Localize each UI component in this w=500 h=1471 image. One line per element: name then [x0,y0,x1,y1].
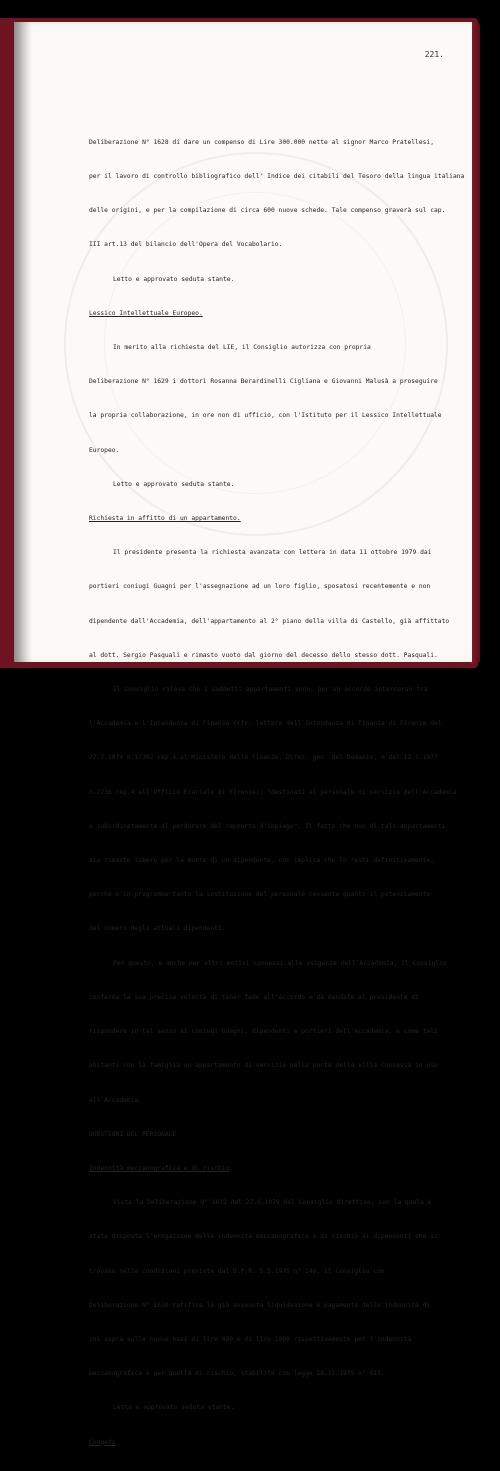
text-line: Deliberazione N° 1630 ratifica la già avvenuta liquidazione e pagamento delle indennità di [89,1301,431,1309]
text-line: In merito alla richiesta del LIE, il Consiglio autorizza con propria [113,344,371,352]
text-line: rispondere in tal senso ai coniugi Guagni, dipendenti e portieri dell'Accademia, e come tali [89,1028,438,1036]
text-line: l'Accademia e l'Intendenza di Finanza (cfr. lettere dell'Intendenza di Finanza di Firenze del [89,720,442,728]
text-line: conferma la sua precisa volontà di tener fede all'accordo e dà mandato al presidente di [89,993,419,1001]
page-number: 221. [424,50,444,59]
section-heading: Indennità meccanografica e di rischio [89,1164,230,1172]
text-line: dipendente dall'Accademia, dell'appartamento al 2° piano della villa di Castello, già affittato [89,617,450,625]
text-line: Il presidente presenta la richiesta avanzata con lettera in data 11 ottobre 1979 dai [113,549,432,557]
text-line: Letto e approvato seduta stante. [113,1404,235,1412]
text-line: e subordinatamente al perdurare del rapporto d'impiego". Il fatto che uno di tali appartamenti [89,822,446,830]
text-line: Letto e approvato seduta stante. [113,275,235,283]
text-line: perché è in programma tanto la sostituzione del personale cessante quanto il potenziamento [89,891,431,899]
text-line: stata disposta l'erogazione delle indennità meccanografica e di rischio ai dipendenti che si [89,1233,438,1241]
text-line: Deliberazione N° 1629 i dottori Rosanna Berardinelli Cigliana e Giovanni Malusà a proseguire [89,378,438,386]
text-line: trovano nelle condizioni previste dal D.P.R. 5.5.1975 n° 146, il Consiglio con [89,1267,385,1275]
text-line: sia rimasto libero per la morte di un dipendente, non implica che lo resti definitivamente, [89,857,434,865]
text-line: meccanografica e per quella di rischio, stabilite con legge 18.11.1975 n° 613. [89,1370,385,1378]
section-heading: QUESTIONI DEL PERSONALE [89,1130,177,1138]
document-page [14,22,472,1446]
text-line: la propria collaborazione, in ore non di ufficio, con l'Istituto per il Lessico Intellettuale [89,412,442,420]
text-line: per il lavoro di controllo bibliografico dell' Indice dei citabili del Tesoro della lingua italiana [89,173,465,181]
text-line: Deliberazione N° 1628 di dare un compenso di Lire 300.000 nette al signor Marco Pratellesi, [89,138,434,146]
text-line: III art.13 del bilancio dell'Opera del Vocabolario. [89,241,283,249]
text-line: delle origini, e per la compilazione di circa 600 nuove schede. Tale compenso graverà sul cap. [89,207,446,215]
text-line: n.2736 rep.4 all'Ufficio Erariale di Firenze), "destinati al personale di servizio dell'Accademia [89,788,457,796]
text-line: 27.7.1974 n.17302 rep.4 al Ministero delle Finanze, Direz. gen. del Demanio, e del 12.1.1977 [89,754,438,762]
text-line: Per questo, e anche per altri motivi connessi alle esigenze dell'Accademia, il Consiglio [113,959,447,967]
text-line: cui sopra sulle nuove basi di lire 400 e di lire 1000 rispettivamente per l'indennità [89,1335,412,1343]
page-gutter-shadow [14,22,32,662]
text-line: portieri coniugi Guagni per l'assegnazione ad un loro figlio, sposatosi recentemente e non [89,583,431,591]
section-heading: Richiesta in affitto di un appartamento. [89,515,241,523]
text-line: Letto e approvato seduta stante. [113,480,235,488]
text-line: Vista la Deliberazione N° 1612 del 27.6.1979 del Consiglio direttivo, con la quale è [113,1199,432,1207]
section-heading: Lessico Intellettuale Europeo. [89,309,203,317]
text-line: del numero degli attuali dipendenti. [89,925,226,933]
text-line: Europeo. [89,446,120,454]
text-line: al dott. Sergio Pasquali e rimasto vuoto dal giorno del decesso dello stesso dott. Pasquali. [89,651,438,659]
document-body [89,114,465,1471]
text-line: all'Accademia. [89,1096,143,1104]
section-heading: Congedi [89,1438,116,1446]
text-line: Il Consiglio rileva che i suddetti appartamenti sono, per un accordo intercorso tra [113,686,428,694]
text-line: abitanti con la famiglia un appartamento di servizio nella parte della villa concessa in uso [89,1062,438,1070]
